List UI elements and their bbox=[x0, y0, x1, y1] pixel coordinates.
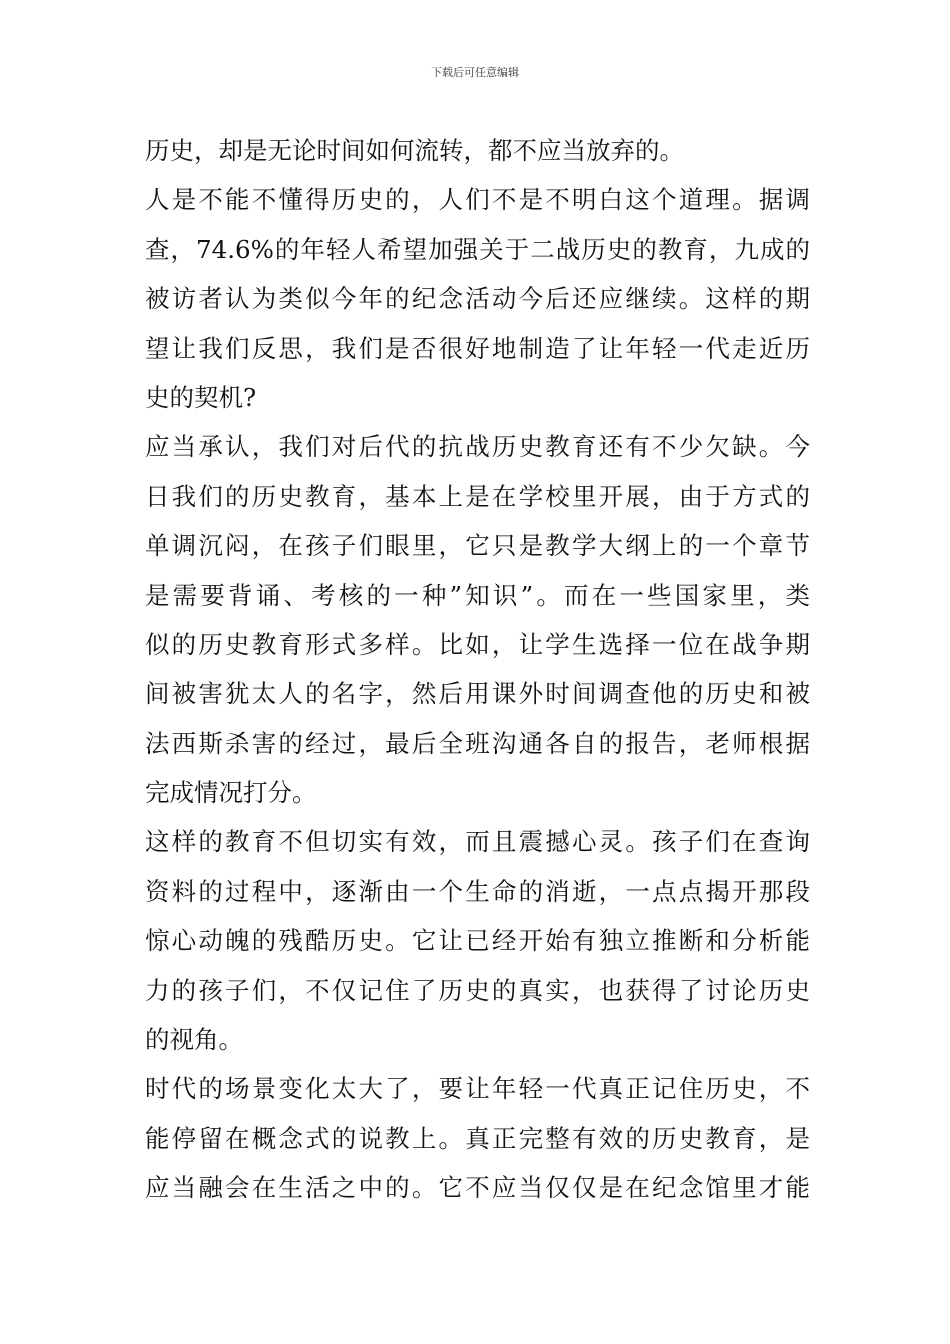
paragraph-line: 人是不能不懂得历史的，人们不是不明白这个道理。据调 bbox=[145, 185, 810, 215]
paragraph-line: 查，74.6%的年轻人希望加强关于二战历史的教育，九成的 bbox=[145, 234, 810, 264]
paragraph-line: 日我们的历史教育，基本上是在学校里开展，由于方式的 bbox=[145, 481, 810, 511]
paragraph-line: 应当承认，我们对后代的抗战历史教育还有不少欠缺。今 bbox=[145, 432, 810, 462]
paragraph-line: 力的孩子们，不仅记住了历史的真实，也获得了讨论历史 bbox=[145, 975, 810, 1005]
paragraph bbox=[145, 1064, 810, 1212]
paragraph-line: 能停留在概念式的说教上。真正完整有效的历史教育，是 bbox=[145, 1123, 810, 1153]
paragraph-line: 应当融会在生活之中的。它不应当仅仅是在纪念馆里才能 bbox=[145, 1173, 810, 1203]
paragraph-line: 望让我们反思，我们是否很好地制造了让年轻一代走近历 bbox=[145, 333, 810, 363]
paragraph-line: 间被害犹太人的名字，然后用课外时间调查他的历史和被 bbox=[145, 679, 810, 709]
paragraph-line: 这样的教育不但切实有效，而且震撼心灵。孩子们在查询 bbox=[145, 827, 810, 857]
paragraph-line: 史的契机? bbox=[145, 382, 257, 412]
paragraph-line: 是需要背诵、考核的一种”知识”。而在一些国家里，类 bbox=[145, 580, 810, 610]
paragraph bbox=[145, 175, 810, 422]
paragraph-line: 完成情况打分。 bbox=[145, 778, 317, 808]
paragraph-line: 似的历史教育形式多样。比如，让学生选择一位在战争期 bbox=[145, 629, 810, 659]
paragraph-line: 法西斯杀害的经过，最后全班沟通各自的报告，老师根据 bbox=[145, 728, 810, 758]
paragraph-line: 惊心动魄的残酷历史。它让已经开始有独立推断和分析能 bbox=[145, 926, 810, 956]
paragraph-line: 的视角。 bbox=[145, 1025, 243, 1055]
paragraph-line: 资料的过程中，逐渐由一个生命的消逝，一点点揭开那段 bbox=[145, 876, 810, 906]
paragraph bbox=[145, 126, 810, 175]
paragraph bbox=[145, 817, 810, 1064]
paragraph bbox=[145, 422, 810, 817]
paragraph-line: 单调沉闷，在孩子们眼里，它只是教学大纲上的一个章节 bbox=[145, 531, 810, 561]
document-body bbox=[145, 126, 810, 1213]
page-header: 下载后可任意编辑 bbox=[431, 66, 519, 79]
paragraph-line: 被访者认为类似今年的纪念活动今后还应继续。这样的期 bbox=[145, 284, 810, 314]
paragraph-line: 历史，却是无论时间如何流转，都不应当放弃的。 bbox=[145, 136, 684, 165]
paragraph-line: 时代的场景变化太大了，要让年轻一代真正记住历史，不 bbox=[145, 1074, 810, 1104]
